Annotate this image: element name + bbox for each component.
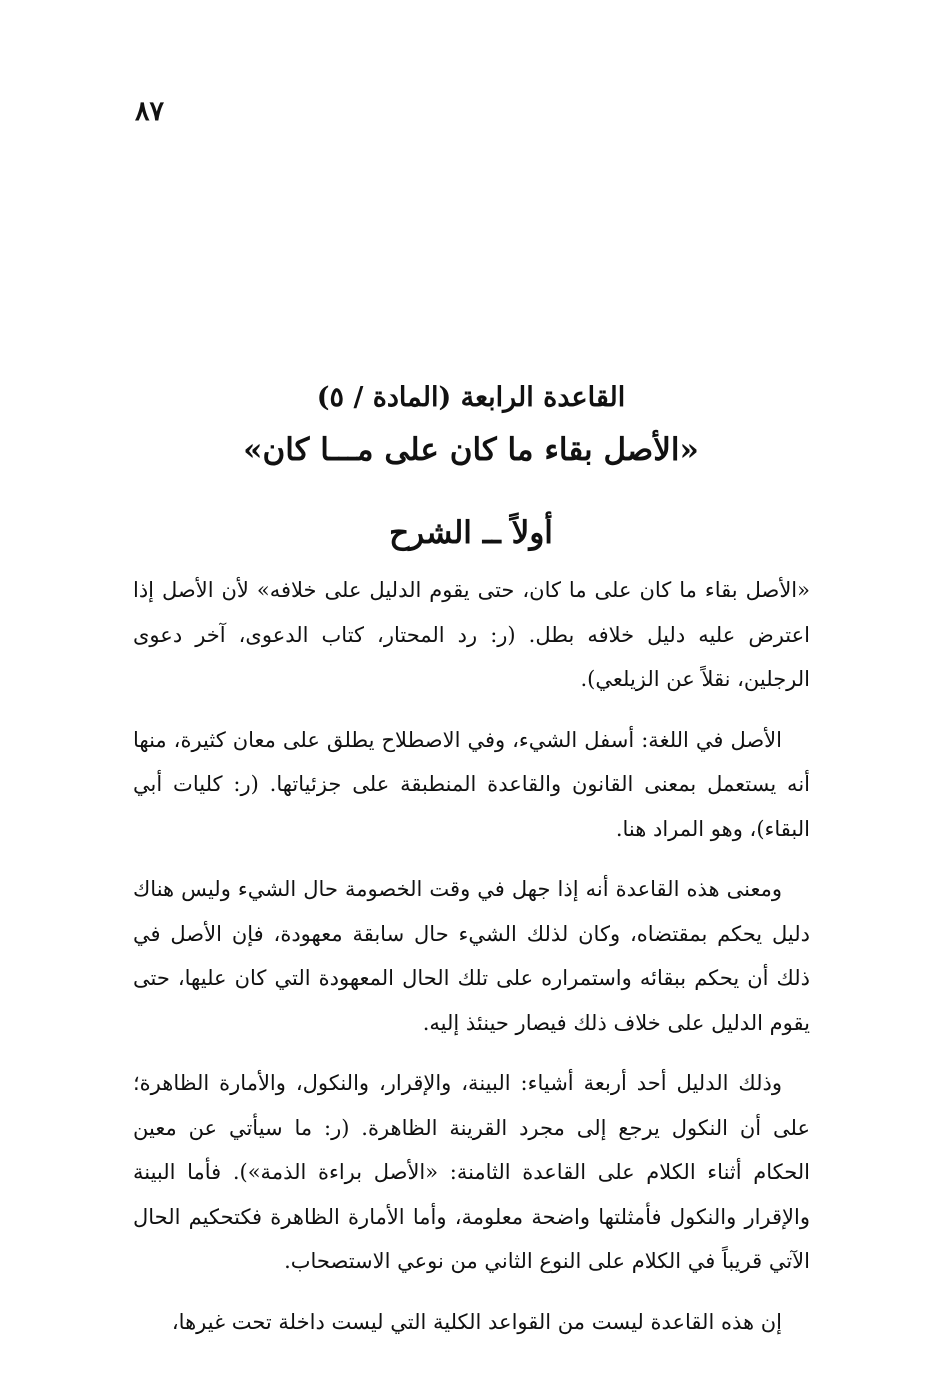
paragraph-1: «الأصل بقاء ما كان على ما كان، حتى يقوم الدليل على خلافه» لأن الأصل إذا اعترض عليه دليل خلافه بطل. (ر: رد المحتار، كتاب الدعوى، آخر دعوى الرجلين، نقلاً عن الزيلعي).	[133, 578, 810, 691]
section-title: أولاً ــ الشرح	[389, 515, 553, 551]
paragraph-2: الأصل في اللغة: أسفل الشيء، وفي الاصطلاح يطلق على معان كثيرة، منها أنه يستعمل بمعنى القانون والقاعدة المنطبقة على جزئياتها. (ر: كليات أبي البقاء)، وهو المراد هنا.	[133, 727, 810, 841]
rule-statement: «الأصل بقاء ما كان على مـــا كان»	[243, 432, 699, 468]
rule-title: القاعدة الرابعة (المادة / ٥)	[316, 382, 626, 413]
paragraph-5: إن هذه القاعدة ليست من القواعد الكلية التي ليست داخلة تحت غيرها،	[171, 1309, 782, 1334]
body-text	[133, 568, 810, 1360]
paragraph-3: ومعنى هذه القاعدة أنه إذا جهل في وقت الخصومة حال الشيء وليس هناك دليل يحكم بمقتضاه، وكان لذلك الشيء حال سابقة معهودة، فإن الأصل في ذلك أن يحكم ببقائه واستمراره على تلك الحال المعهودة التي كان عليها، حتى يقوم الدليل على خلاف ذلك فيصار حينئذ إليه.	[133, 877, 810, 1035]
paragraph-4: وذلك الدليل أحد أربعة أشياء: البينة، والإقرار، والنكول، والأمارة الظاهرة؛ على أن النكول يرجع إلى مجرد القرينة الظاهرة. (ر: ما سيأتي عن معين الحكام أثناء الكلام على القاعدة الثامنة: «الأصل براءة الذمة»). فأما البينة والإقرار والنكول فأمثلتها واضحة معلومة، وأما الأمارة الظاهرة فكتحكيم الحال الآتي قريباً في الكلام على النوع الثاني من نوعي الاستصحاب.	[133, 1071, 810, 1273]
page-number: ٨٧	[135, 96, 165, 127]
